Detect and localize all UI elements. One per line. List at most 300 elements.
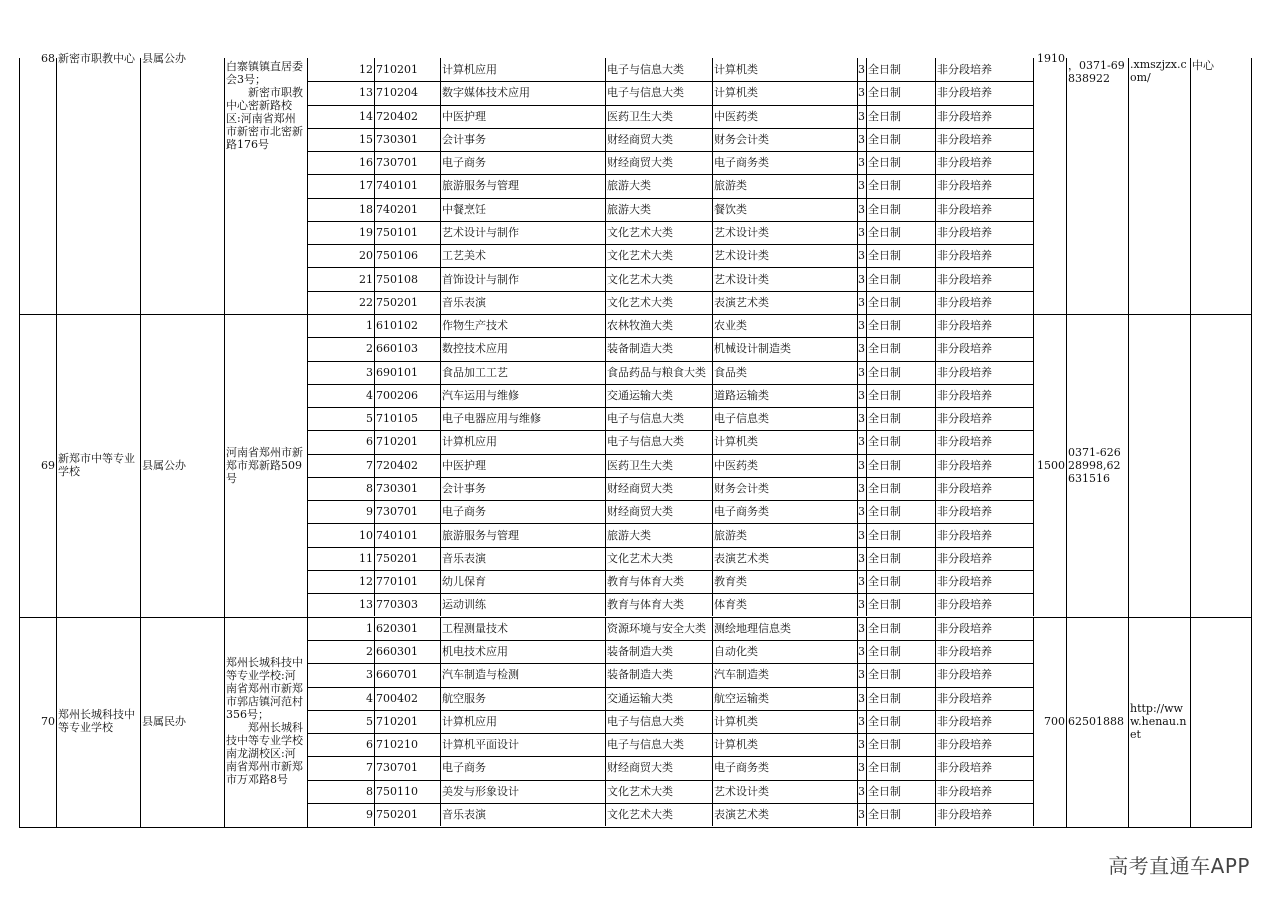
major-name: 数字媒体技术应用 <box>442 86 530 100</box>
study-mode: 全日制 <box>868 458 901 472</box>
major-name: 电子商务 <box>442 761 486 775</box>
major-code: 710105 <box>376 412 418 426</box>
major-category: 教育与体育大类 <box>607 598 684 612</box>
study-mode: 全日制 <box>868 808 901 821</box>
study-mode: 全日制 <box>868 528 901 542</box>
training-mode: 非分段培养 <box>937 132 992 146</box>
major-class: 食品类 <box>714 365 747 379</box>
major-category: 教育与体育大类 <box>607 575 684 589</box>
remark: 中心 <box>1192 59 1214 72</box>
major-code: 710201 <box>376 63 418 77</box>
training-mode: 非分段培养 <box>937 109 992 123</box>
enroll-plan: 700 <box>1044 714 1065 728</box>
row-index: 14 <box>359 109 373 123</box>
major-category: 电子与信息大类 <box>607 738 684 752</box>
major-name: 航空服务 <box>442 691 486 705</box>
study-years: 3 <box>858 342 865 356</box>
major-category: 文化艺术大类 <box>607 808 673 821</box>
major-name: 电子商务 <box>442 156 486 170</box>
enroll-plan: 1500 <box>1037 458 1065 472</box>
major-class: 计算机类 <box>714 86 758 100</box>
major-name: 中餐烹饪 <box>442 202 486 216</box>
major-code: 710201 <box>376 435 418 449</box>
table-border <box>140 58 141 827</box>
major-class: 餐饮类 <box>714 202 747 216</box>
table-border <box>712 617 713 826</box>
row-index: 1 <box>366 319 373 333</box>
major-category: 财经商贸大类 <box>607 761 673 775</box>
study-years: 3 <box>858 528 865 542</box>
major-name: 工艺美术 <box>442 249 486 263</box>
row-index: 3 <box>366 668 373 682</box>
study-mode: 全日制 <box>868 86 901 100</box>
major-name: 音乐表演 <box>442 808 486 821</box>
major-category: 财经商贸大类 <box>607 156 673 170</box>
contact-phone: ，0371-69838922 <box>1068 59 1125 85</box>
training-mode: 非分段培养 <box>937 808 992 821</box>
major-name: 艺术设计与制作 <box>442 226 519 239</box>
study-years: 3 <box>858 388 865 402</box>
row-index: 9 <box>366 808 373 821</box>
row-index: 16 <box>359 156 373 170</box>
school-name: 郑州长城科技中等专业学校 <box>58 708 135 735</box>
row-index: 20 <box>359 249 373 263</box>
study-mode: 全日制 <box>868 645 901 659</box>
major-category: 旅游大类 <box>607 202 651 216</box>
major-class: 旅游类 <box>714 179 747 193</box>
major-code: 720402 <box>376 109 418 123</box>
major-class: 电子商务类 <box>714 505 769 519</box>
major-code: 710210 <box>376 738 418 752</box>
row-index: 9 <box>366 505 373 519</box>
major-category: 财经商贸大类 <box>607 505 673 519</box>
major-name: 会计事务 <box>442 132 486 146</box>
study-years: 3 <box>858 86 865 100</box>
row-index: 15 <box>359 132 373 146</box>
major-category: 电子与信息大类 <box>607 86 684 100</box>
study-mode: 全日制 <box>868 714 901 728</box>
major-code: 730301 <box>376 481 418 495</box>
school-website <box>1130 314 1189 617</box>
study-years: 3 <box>858 738 865 752</box>
major-class: 艺术设计类 <box>714 249 769 263</box>
study-mode: 全日制 <box>868 668 901 682</box>
major-category: 交通运输大类 <box>607 388 673 402</box>
study-years: 3 <box>858 761 865 775</box>
study-mode: 全日制 <box>868 388 901 402</box>
row-index: 19 <box>359 226 373 239</box>
major-code: 740101 <box>376 528 418 542</box>
major-class: 测绘地理信息类 <box>714 621 791 635</box>
row-index: 17 <box>359 179 373 193</box>
study-years: 3 <box>858 63 865 77</box>
study-years: 3 <box>858 435 865 449</box>
table-border <box>56 58 57 827</box>
major-code: 660701 <box>376 668 418 682</box>
major-class: 电子商务类 <box>714 156 769 170</box>
major-name: 食品加工工艺 <box>442 365 508 379</box>
major-category: 医药卫生大类 <box>607 109 673 123</box>
major-name: 会计事务 <box>442 481 486 495</box>
school-seq: 68 <box>41 51 55 65</box>
row-index: 5 <box>366 714 373 728</box>
school-address: 河南省郑州市新郑市郑新路509号 <box>226 445 303 485</box>
major-class: 电子商务类 <box>714 761 769 775</box>
training-mode: 非分段培养 <box>937 621 992 635</box>
major-category: 旅游大类 <box>607 528 651 542</box>
major-class: 旅游类 <box>714 528 747 542</box>
major-category: 电子与信息大类 <box>607 63 684 77</box>
study-years: 3 <box>858 365 865 379</box>
table-border <box>224 58 225 827</box>
study-years: 3 <box>858 551 865 565</box>
major-code: 770303 <box>376 598 418 612</box>
major-name: 计算机应用 <box>442 714 497 728</box>
study-mode: 全日制 <box>868 202 901 216</box>
study-mode: 全日制 <box>868 505 901 519</box>
training-mode: 非分段培养 <box>937 295 992 309</box>
study-years: 3 <box>858 458 865 472</box>
major-name: 工程测量技术 <box>442 621 508 635</box>
major-name: 电子电器应用与维修 <box>442 412 541 426</box>
study-years: 3 <box>858 784 865 798</box>
major-class: 电子信息类 <box>714 412 769 426</box>
table-border <box>935 58 936 314</box>
major-name: 计算机平面设计 <box>442 738 519 752</box>
major-class: 体育类 <box>714 598 747 612</box>
major-name: 音乐表演 <box>442 295 486 309</box>
major-class: 中医药类 <box>714 458 758 472</box>
study-years: 3 <box>858 412 865 426</box>
major-code: 740201 <box>376 202 418 216</box>
study-years: 3 <box>858 202 865 216</box>
major-category: 电子与信息大类 <box>607 412 684 426</box>
row-index: 2 <box>366 342 373 356</box>
major-code: 700402 <box>376 691 418 705</box>
major-class: 机械设计制造类 <box>714 342 791 356</box>
row-index: 13 <box>359 598 373 612</box>
major-class: 计算机类 <box>714 714 758 728</box>
remark <box>1192 617 1250 826</box>
training-mode: 非分段培养 <box>937 272 992 286</box>
major-category: 农林牧渔大类 <box>607 319 673 333</box>
study-mode: 全日制 <box>868 551 901 565</box>
table-border <box>1033 58 1034 314</box>
major-code: 750110 <box>376 784 418 798</box>
study-years: 3 <box>858 132 865 146</box>
major-class: 表演艺术类 <box>714 295 769 309</box>
study-years: 3 <box>858 668 865 682</box>
major-category: 文化艺术大类 <box>607 295 673 309</box>
major-class: 财务会计类 <box>714 132 769 146</box>
study-years: 3 <box>858 808 865 821</box>
training-mode: 非分段培养 <box>937 691 992 705</box>
table-border <box>866 314 867 617</box>
major-code: 750201 <box>376 551 418 565</box>
training-mode: 非分段培养 <box>937 156 992 170</box>
major-category: 文化艺术大类 <box>607 272 673 286</box>
major-class: 艺术设计类 <box>714 226 769 239</box>
study-mode: 全日制 <box>868 761 901 775</box>
table-border <box>1066 58 1067 827</box>
major-name: 汽车运用与维修 <box>442 388 519 402</box>
study-mode: 全日制 <box>868 226 901 239</box>
training-mode: 非分段培养 <box>937 226 992 239</box>
training-mode: 非分段培养 <box>937 551 992 565</box>
training-mode: 非分段培养 <box>937 412 992 426</box>
major-name: 运动训练 <box>442 598 486 612</box>
study-mode: 全日制 <box>868 738 901 752</box>
enroll-plan: 1910 <box>1037 51 1065 65</box>
study-mode: 全日制 <box>868 179 901 193</box>
training-mode: 非分段培养 <box>937 761 992 775</box>
study-mode: 全日制 <box>868 784 901 798</box>
major-name: 首饰设计与制作 <box>442 272 519 286</box>
row-index: 4 <box>366 691 373 705</box>
major-category: 装备制造大类 <box>607 342 673 356</box>
app-watermark: 高考直通车APP <box>1108 854 1250 878</box>
school-name: 新郑市中等专业学校 <box>58 452 135 479</box>
major-code: 770101 <box>376 575 418 589</box>
major-name: 美发与形象设计 <box>442 784 519 798</box>
table-border <box>935 617 936 826</box>
row-index: 3 <box>366 365 373 379</box>
row-index: 21 <box>359 272 373 286</box>
table-border <box>605 58 606 314</box>
study-mode: 全日制 <box>868 598 901 612</box>
major-class: 计算机类 <box>714 435 758 449</box>
major-name: 计算机应用 <box>442 435 497 449</box>
major-code: 620301 <box>376 621 418 635</box>
major-category: 文化艺术大类 <box>607 551 673 565</box>
table-border <box>19 58 20 827</box>
school-type: 县属公办 <box>142 458 186 472</box>
school-website: .xmszjzx.com/ <box>1130 58 1187 84</box>
training-mode: 非分段培养 <box>937 738 992 752</box>
major-name: 幼儿保育 <box>442 575 486 589</box>
major-code: 710201 <box>376 714 418 728</box>
study-mode: 全日制 <box>868 365 901 379</box>
major-name: 作物生产技术 <box>442 319 508 333</box>
major-category: 旅游大类 <box>607 179 651 193</box>
row-index: 18 <box>359 202 373 216</box>
study-years: 3 <box>858 481 865 495</box>
major-category: 装备制造大类 <box>607 645 673 659</box>
major-category: 电子与信息大类 <box>607 714 684 728</box>
major-code: 710204 <box>376 86 418 100</box>
major-category: 食品药品与粮食大类 <box>607 365 706 379</box>
major-class: 表演艺术类 <box>714 808 769 821</box>
contact-phone: 0371-62628998,62631516 <box>1068 445 1121 485</box>
study-mode: 全日制 <box>868 132 901 146</box>
major-code: 720402 <box>376 458 418 472</box>
major-category: 财经商贸大类 <box>607 132 673 146</box>
row-index: 12 <box>359 63 373 77</box>
study-mode: 全日制 <box>868 435 901 449</box>
school-address: 白寨镇镇直居委会3号； 新密市职教中心密新路校区:河南省郑州市新密市北密新路176号 <box>226 60 303 151</box>
row-index: 7 <box>366 761 373 775</box>
major-category: 财经商贸大类 <box>607 481 673 495</box>
major-class: 教育类 <box>714 575 747 589</box>
study-mode: 全日制 <box>868 63 901 77</box>
school-website: http://www.henau.net <box>1130 701 1187 741</box>
training-mode: 非分段培养 <box>937 342 992 356</box>
table-border <box>374 58 375 314</box>
training-mode: 非分段培养 <box>937 598 992 612</box>
training-mode: 非分段培养 <box>937 388 992 402</box>
major-name: 旅游服务与管理 <box>442 179 519 193</box>
table-border <box>935 314 936 617</box>
study-years: 3 <box>858 272 865 286</box>
table-border <box>1033 617 1034 826</box>
training-mode: 非分段培养 <box>937 714 992 728</box>
row-index: 5 <box>366 412 373 426</box>
major-code: 750108 <box>376 272 418 286</box>
school-address: 郑州长城科技中等专业学校:河南省郑州市新郑市郭店镇河范村356号； 郑州长城科技中等专业学校南龙湖校区:河南省郑州市新郑市万邓路8号 <box>226 656 303 787</box>
training-mode: 非分段培养 <box>937 575 992 589</box>
study-years: 3 <box>858 691 865 705</box>
major-name: 中医护理 <box>442 109 486 123</box>
row-index: 6 <box>366 435 373 449</box>
study-years: 3 <box>858 156 865 170</box>
table-border <box>1190 58 1191 827</box>
major-name: 计算机应用 <box>442 63 497 77</box>
table-border <box>866 617 867 826</box>
major-category: 医药卫生大类 <box>607 458 673 472</box>
training-mode: 非分段培养 <box>937 645 992 659</box>
major-code: 730701 <box>376 505 418 519</box>
training-mode: 非分段培养 <box>937 668 992 682</box>
study-years: 3 <box>858 714 865 728</box>
major-name: 中医护理 <box>442 458 486 472</box>
training-mode: 非分段培养 <box>937 458 992 472</box>
row-index: 2 <box>366 645 373 659</box>
major-code: 750106 <box>376 249 418 263</box>
training-mode: 非分段培养 <box>937 481 992 495</box>
major-class: 自动化类 <box>714 645 758 659</box>
major-class: 艺术设计类 <box>714 272 769 286</box>
major-category: 文化艺术大类 <box>607 249 673 263</box>
training-mode: 非分段培养 <box>937 179 992 193</box>
major-class: 航空运输类 <box>714 691 769 705</box>
study-mode: 全日制 <box>868 249 901 263</box>
major-class: 道路运输类 <box>714 388 769 402</box>
study-years: 3 <box>858 226 865 239</box>
study-mode: 全日制 <box>868 621 901 635</box>
training-mode: 非分段培养 <box>937 202 992 216</box>
study-mode: 全日制 <box>868 481 901 495</box>
major-code: 690101 <box>376 365 418 379</box>
table-border <box>712 314 713 617</box>
table-border <box>440 617 441 826</box>
study-mode: 全日制 <box>868 342 901 356</box>
remark <box>1192 314 1250 617</box>
row-index: 13 <box>359 86 373 100</box>
major-name: 电子商务 <box>442 505 486 519</box>
study-years: 3 <box>858 621 865 635</box>
major-category: 资源环境与安全大类 <box>607 621 706 635</box>
major-class: 计算机类 <box>714 738 758 752</box>
training-mode: 非分段培养 <box>937 365 992 379</box>
row-index: 12 <box>359 575 373 589</box>
major-class: 艺术设计类 <box>714 784 769 798</box>
major-class: 表演艺术类 <box>714 551 769 565</box>
row-index: 10 <box>359 528 373 542</box>
major-name: 音乐表演 <box>442 551 486 565</box>
study-mode: 全日制 <box>868 691 901 705</box>
major-name: 汽车制造与检测 <box>442 668 519 682</box>
major-category: 装备制造大类 <box>607 668 673 682</box>
major-code: 700206 <box>376 388 418 402</box>
table-border <box>605 617 606 826</box>
study-years: 3 <box>858 598 865 612</box>
training-mode: 非分段培养 <box>937 86 992 100</box>
major-name: 数控技术应用 <box>442 342 508 356</box>
row-index: 7 <box>366 458 373 472</box>
major-code: 750201 <box>376 808 418 821</box>
row-index: 22 <box>359 295 373 309</box>
major-category: 电子与信息大类 <box>607 435 684 449</box>
contact-phone: 62501888 <box>1068 714 1124 728</box>
study-years: 3 <box>858 575 865 589</box>
table-border <box>374 617 375 826</box>
training-mode: 非分段培养 <box>937 784 992 798</box>
school-seq: 69 <box>41 458 55 472</box>
study-mode: 全日制 <box>868 412 901 426</box>
training-mode: 非分段培养 <box>937 319 992 333</box>
school-seq: 70 <box>41 714 55 728</box>
major-class: 财务会计类 <box>714 481 769 495</box>
major-name: 旅游服务与管理 <box>442 528 519 542</box>
school-type: 县属公办 <box>142 51 186 65</box>
study-years: 3 <box>858 295 865 309</box>
training-mode: 非分段培养 <box>937 505 992 519</box>
table-border <box>866 58 867 314</box>
study-years: 3 <box>858 249 865 263</box>
major-code: 750101 <box>376 226 418 239</box>
training-mode: 非分段培养 <box>937 63 992 77</box>
study-years: 3 <box>858 645 865 659</box>
major-class: 汽车制造类 <box>714 668 769 682</box>
training-mode: 非分段培养 <box>937 435 992 449</box>
study-years: 3 <box>858 109 865 123</box>
table-border <box>1128 58 1129 827</box>
major-class: 计算机类 <box>714 63 758 77</box>
training-mode: 非分段培养 <box>937 528 992 542</box>
major-name: 机电技术应用 <box>442 645 508 659</box>
study-years: 3 <box>858 319 865 333</box>
major-code: 730701 <box>376 761 418 775</box>
table-border <box>19 827 1252 828</box>
row-index: 4 <box>366 388 373 402</box>
table-border <box>440 314 441 617</box>
row-index: 11 <box>359 551 373 565</box>
major-class: 中医药类 <box>714 109 758 123</box>
study-mode: 全日制 <box>868 295 901 309</box>
major-code: 730301 <box>376 132 418 146</box>
row-index: 1 <box>366 621 373 635</box>
study-mode: 全日制 <box>868 156 901 170</box>
major-category: 文化艺术大类 <box>607 784 673 798</box>
study-mode: 全日制 <box>868 272 901 286</box>
study-mode: 全日制 <box>868 319 901 333</box>
table-border <box>374 314 375 617</box>
major-code: 660103 <box>376 342 418 356</box>
study-years: 3 <box>858 179 865 193</box>
major-code: 730701 <box>376 156 418 170</box>
major-class: 农业类 <box>714 319 747 333</box>
table-border <box>440 58 441 314</box>
